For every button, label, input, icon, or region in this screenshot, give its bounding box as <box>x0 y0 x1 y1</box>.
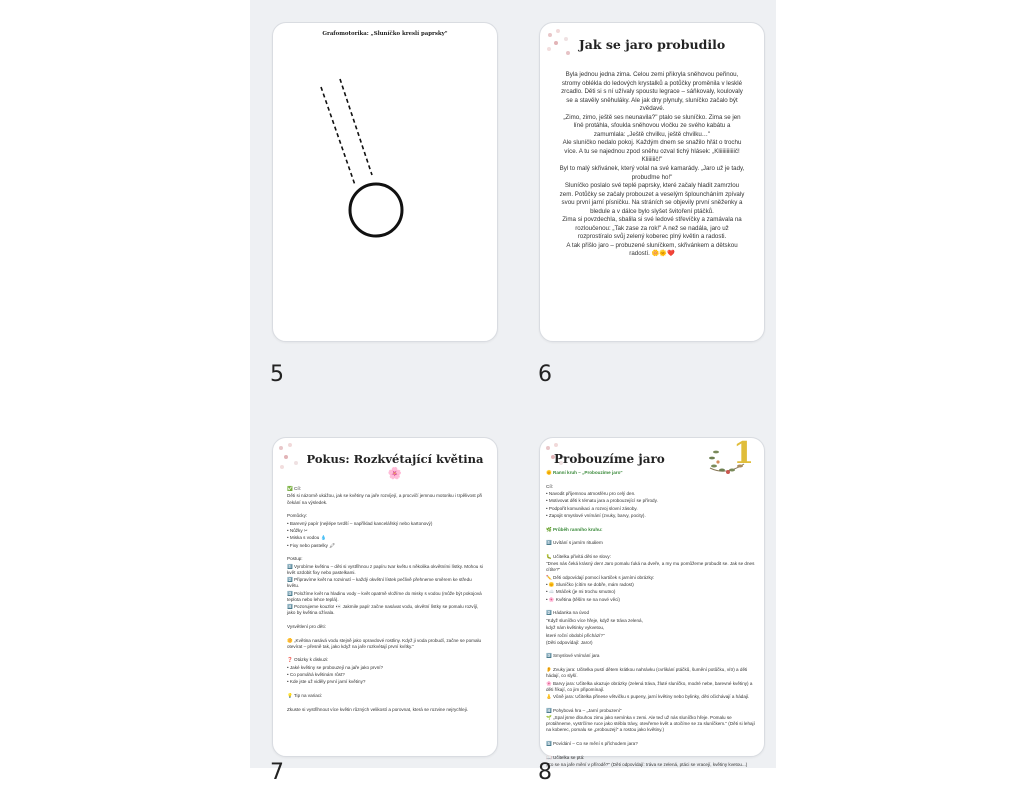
text-line: když nám květinky vykvetou, <box>546 625 605 631</box>
blank-line <box>287 550 485 555</box>
blank-line <box>546 604 756 609</box>
blank-line <box>546 520 756 525</box>
blank-line <box>287 618 485 623</box>
text-line: 👂 Zvuky jara: Učitelka pustí dětem krátkou nahrávku (cvrlikání ptáčků, šumění potůčku, vítr) a děti hádají, co slyší. <box>546 667 748 679</box>
text-line: "Když sluníčko více hřeje, když se tráva zelená, <box>546 617 643 623</box>
text-line: 2️⃣ Připravíme květ na rozvinutí – každý okvětní lístek pečlivě přehneme směrem ke středu květu. <box>287 577 472 589</box>
text-line: „Co se na jaře mění v přírodě?" (Děti odpovídají: tráva se zelená, ptáci se vracejí, květiny kvetou...) <box>546 761 748 767</box>
text-line: • Barevný papír (nejlépe tvrdší – například kancelářský nebo kartonový) <box>287 520 433 526</box>
blank-line <box>287 507 485 512</box>
paragraph: „Zimo, zimo, ještě ses neunavila?" ptalo se sluníčko. Zima se jen líně protáhla, sfoukla sněhovou vločku ze svého kabátu a zamumlala: „Ještě chvilku, ještě chvilku…" <box>563 113 741 138</box>
blank-line <box>546 647 756 652</box>
text-line: (Děti odpovídají: Jaro!) <box>546 639 593 645</box>
text-line: "Dnes nás čeká krásný den! Jaro pomalu ťuká na dveře, a my mu pomůžeme probudit se. Jak se dnes cítíte?" <box>546 561 755 573</box>
text-line: 🌞 Ranní kruh – „Probouzíme jaro" <box>546 470 623 475</box>
story-text <box>558 71 746 259</box>
text-line: Postup: <box>287 556 303 562</box>
page-title: Jak se jaro probudilo <box>578 37 726 52</box>
page-thumbnail-viewer <box>250 0 776 785</box>
text-line: Cíl: <box>546 483 553 489</box>
blank-line <box>546 702 756 707</box>
blank-line <box>287 687 485 692</box>
blank-line <box>287 651 485 656</box>
ray-line <box>321 87 355 185</box>
page-number: 7 <box>270 760 284 785</box>
page-title: Pokus: Rozkvétající květina 🌸 <box>306 452 484 480</box>
text-line: Pomůcky: <box>287 513 308 519</box>
blank-line <box>287 631 485 636</box>
text-line: Zkuste si vystřihnout více květin různých velikostí a porovnat, která se rozvine nejrychleji. <box>287 706 469 712</box>
page-number: 5 <box>270 362 284 387</box>
text-line: ❓ Otázky k diskuzi: <box>287 657 329 663</box>
page-thumbnail-6[interactable] <box>539 22 765 342</box>
text-line: • ☁️ Mráček (je mi trochu smutno) <box>546 589 616 595</box>
blank-line <box>546 548 756 553</box>
text-line: 🌼 „Květina nasává vodu stejně jako opravdové rostliny. Když ji voda probudí, začne se pomalu otevírat – přesně tak, jako když na jaře rozkvétají první kvítky." <box>287 637 482 649</box>
text-line: • Motivovat děti k tématu jara a probouzející se přírody. <box>546 498 658 504</box>
text-line: 📖 Učitelka se ptá: <box>546 754 585 760</box>
page-number: 6 <box>538 362 552 387</box>
text-line: • Jaké květiny se probouzejí na jaře jako první? <box>287 664 384 670</box>
text-line: 1️⃣ Uvítání s jarním rituálem <box>546 540 603 546</box>
text-line: 4️⃣ Pohybová hra – „Jarní probuzení" <box>546 707 622 713</box>
page-title: Grafomotorika: „Sluníčko kreslí paprsky" <box>322 31 448 37</box>
ray-line <box>340 79 372 175</box>
sun-tracing-drawing <box>273 23 499 343</box>
paragraph: A tak přišlo jaro – probuzené sluníčkem, skřivánkem a dětskou radostí. 🌼🌞❤️ <box>566 241 738 258</box>
text-line: 💡 Tip na variaci: <box>287 693 323 698</box>
text-line: 🌱 „Spal jsme dlouhou zimu jako semínka v zemi. Ale teď už nás sluníčko hřeje. Pomalu se protáhneme, vystrčíme ruce jako stébla trávy, otevřeme květ a otočíme se za sluníčkem." (Děti si lehají na koberec, pomalu se „probouzejí" a rostou jako květiny.) <box>546 715 755 733</box>
text-line: ✏️ Děti odpovídají pomocí kartiček s jarními obrázky: <box>546 574 655 580</box>
text-line: 👃 Vůně jara: Učitelka přinese větvičku s pupeny, jarní květiny nebo bylinky, děti očichávají a hádají. <box>546 694 750 700</box>
text-line: 🌸 Barvy jara: Učitelka ukazuje obrázky (zelená tráva, žluté sluníčko, modré nebe, barevné květiny) a děti říkají, co jim připomínají. <box>546 680 753 692</box>
blank-line <box>546 735 756 740</box>
text-line: Děti si názorně ukážou, jak se květiny na jaře rozvíjejí, a procvičí jemnou motoriku i trpělivost při čekání na výsledek. <box>287 493 483 505</box>
text-line: • Co pomáhá květinám růst? <box>287 672 345 678</box>
page-thumbnail-7[interactable] <box>272 437 498 757</box>
paragraph: Sluníčko poslalo své teplé paprsky, které začaly hladit zamrzlou zem. Potůčky se začaly probouzet a veselým šplouncháním zpívaly svou první jarní písničku. Na stráních se objevily první sněženky a bledule a v dálce bylo slyšet švitoření ptáčků. <box>559 182 745 215</box>
text-line: 1️⃣ Vyrobíme květinu – děti si vystřihnou z papíru tvar květu s několika okvětními lístky. Mohou si květ ozdobit fixy nebo pastelkami. <box>287 563 483 575</box>
text-line: • Miska s vodou 💧 <box>287 535 327 541</box>
text-line: 🌿 Průběh ranního kruhu: <box>546 526 603 532</box>
page-thumbnail-8[interactable] <box>539 436 765 767</box>
text-line: 🐛 Učitelka přivítá děti se slovy: <box>546 553 611 559</box>
text-line: 5️⃣ Povídání – Co se mění s příchodem jara? <box>546 741 638 746</box>
paragraph: Byla jednou jedna zima. Celou zemi přikryla sněhovou peřinou, stromy oblékla do ledových krystalků a potůčky proměnila v lesklé zrcadlo. Děti si s ní užívaly spoustu legrace – sáňkovaly, koulovaly se a stavěly sněhuláky. Ale jak dny plynuly, sluníčko začalo být zvědavé. <box>561 71 743 113</box>
text-line: 4️⃣ Pozorujeme kouzlo! 👀 Jakmile papír začne nasávat vodu, okvětní lístky se pomalu rozvíjí, jako by květina ožívala. <box>287 604 479 616</box>
page-number: 8 <box>538 760 552 785</box>
text-line: • Navodit příjemnou atmosféru pro celý den. <box>546 490 636 496</box>
sun-circle <box>350 184 402 236</box>
page-badge: 1 <box>733 436 754 471</box>
text-line: • Nůžky ✂ <box>287 527 308 533</box>
blank-line <box>546 534 756 539</box>
blank-line <box>546 748 756 753</box>
text-line: 2️⃣ Hádanka na úvod <box>546 610 590 616</box>
lesson-text <box>546 470 756 769</box>
page-title: Probouzíme jaro <box>554 452 665 466</box>
paragraph: Ale sluníčko nedalo pokoj. Každým dnem se snažilo hřát o trochu více. A tu se najednou zpod sněhu ozval tichý hlásek: „Kliiiiiiiiiiič! Kliiiiiič!" <box>562 139 742 164</box>
paragraph: Zima si povzdechla, sbalila si své ledové střevíčky a zamávala na rozloučenou: „Tak zase za rok!" A než se nadála, jaro už rozprostíralo svůj zelený koberec plný květin a radosti. <box>562 216 742 241</box>
text-line: ✅ Cíl: <box>287 486 301 491</box>
text-line: Vysvětlení pro děti: <box>287 624 326 629</box>
text-line: • Fixy nebo pastelky 🖍 <box>287 542 336 548</box>
paragraph: Byl to malý skřivánek, který volal na své kamarády. „Jaro už je tady, probuďme ho!" <box>559 165 745 181</box>
flower-decoration <box>276 441 306 475</box>
text-line: 3️⃣ Položíme květ na hladinu vody – květ opatrně vložíme do misky s vodou (může být pokojová teplota nebo lehce teplá). <box>287 590 482 602</box>
blank-line <box>546 477 756 482</box>
text-line: • Podpořit komunikaci a rozvoj slovní zásoby. <box>546 505 638 511</box>
text-line: • Zapojit smyslové vnímání (zvuky, barvy, pocity). <box>546 513 646 519</box>
text-line: • 🌸 Květina (těším se na nové věci) <box>546 596 620 602</box>
experiment-text <box>287 486 485 714</box>
text-line: • 🌞 Sluníčko (cítím se dobře, mám radost) <box>546 582 634 588</box>
text-line: 3️⃣ Smyslové vnímání jara <box>546 653 600 659</box>
page-thumbnail-5[interactable] <box>272 22 498 342</box>
blank-line <box>287 700 485 705</box>
blank-line <box>546 661 756 666</box>
text-line: které roční období přichází?" <box>546 632 605 638</box>
text-line: • Kde jste už viděly první jarní květiny? <box>287 679 366 685</box>
